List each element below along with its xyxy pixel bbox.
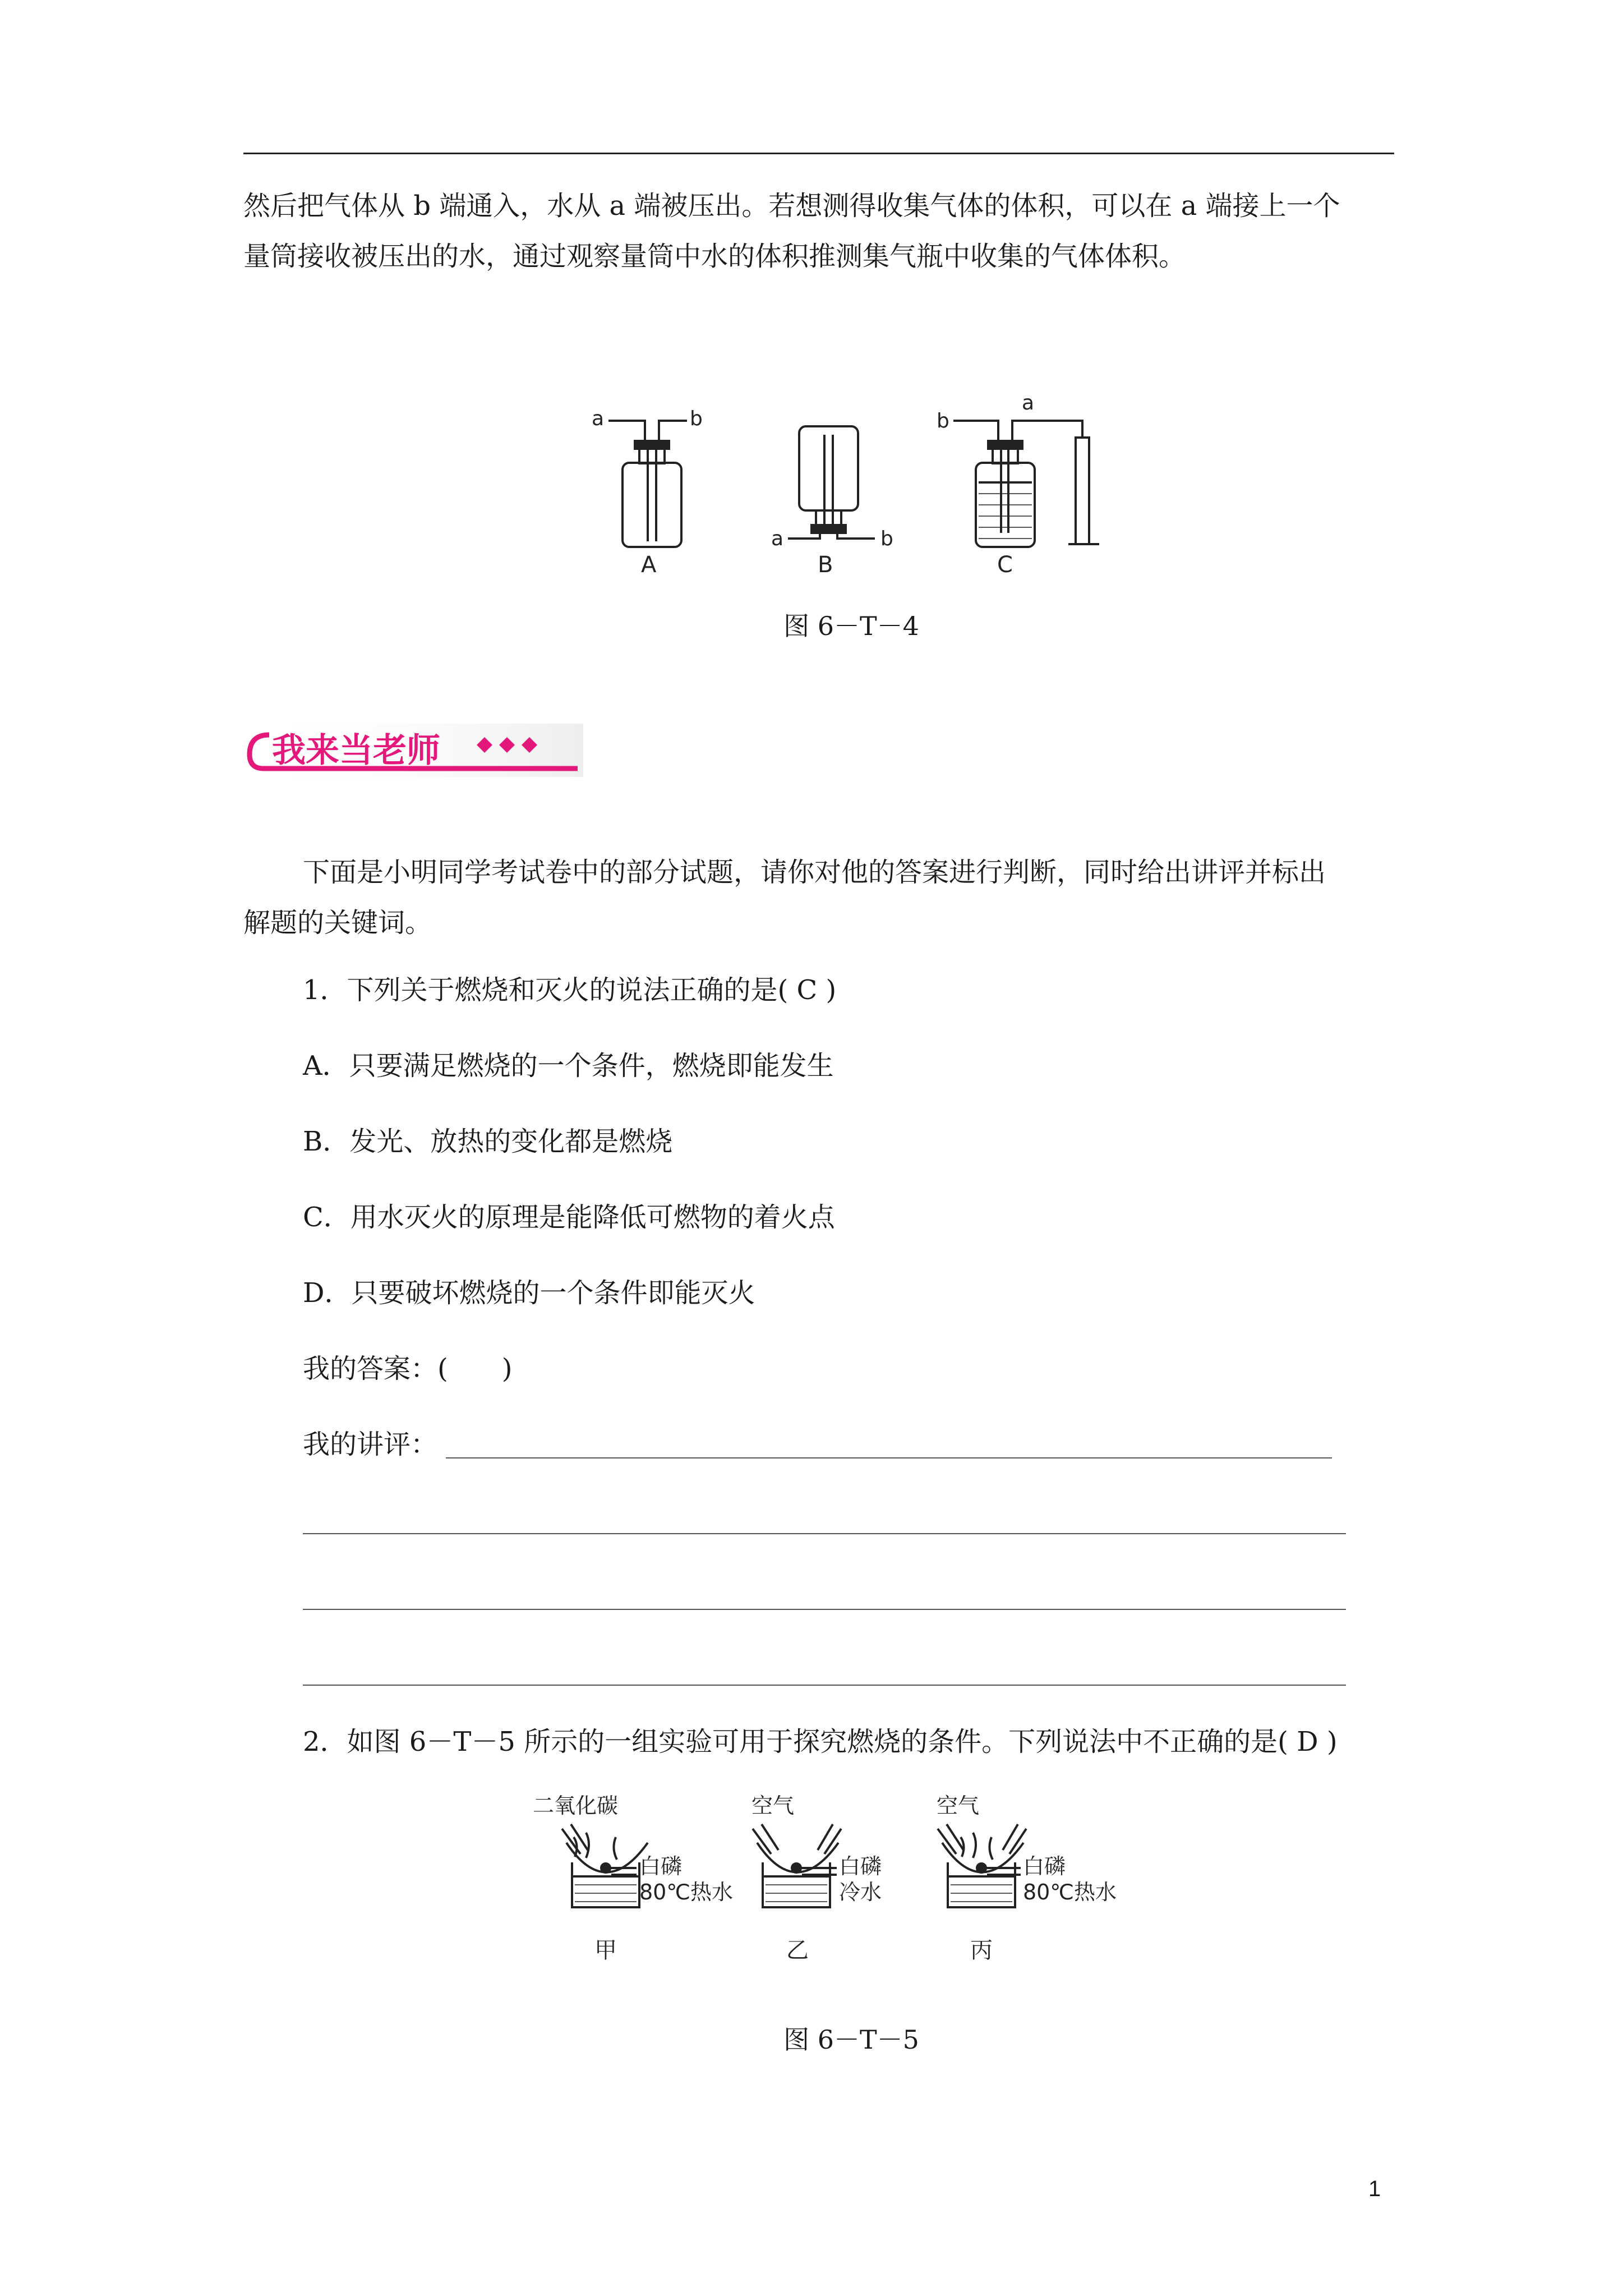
svg-text:a: a <box>592 407 605 430</box>
q1-my-comment-label: 我的讲评： <box>303 1429 438 1460</box>
header-rule <box>243 153 1394 154</box>
instruction-line-2: 解题的关键词。 <box>243 907 432 938</box>
page-number: 1 <box>1368 2177 1381 2201</box>
comment-blank-1[interactable] <box>446 1457 1332 1458</box>
svg-text:A: A <box>641 552 657 578</box>
q1-option-d: D．只要破坏燃烧的一个条件即能灭火 <box>303 1277 755 1309</box>
section-title: 我来当老师 <box>272 731 440 770</box>
figure-6-t-5 <box>527 1789 1166 1975</box>
svg-text:空气: 空气 <box>937 1793 980 1818</box>
svg-text:b: b <box>937 409 949 432</box>
svg-text:白磷: 白磷 <box>1023 1854 1066 1879</box>
figure-6-t-5-caption: 图 6－T－5 <box>783 2024 919 2055</box>
svg-text:乙: 乙 <box>786 1938 809 1963</box>
comment-blank-2[interactable] <box>303 1533 1346 1534</box>
svg-text:甲: 甲 <box>594 1938 617 1963</box>
figure-6-t-4-caption: 图 6－T－4 <box>783 611 919 641</box>
svg-text:二氧化碳: 二氧化碳 <box>533 1793 619 1818</box>
q1-option-a: A．只要满足燃烧的一个条件，燃烧即能发生 <box>303 1050 834 1082</box>
svg-text:b: b <box>880 527 893 550</box>
instruction-line-1: 下面是小明同学考试卷中的部分试题，请你对他的答案进行判断，同时给出讲评并标出 <box>303 857 1326 888</box>
svg-text:白磷: 白磷 <box>839 1854 882 1879</box>
intro-line-1: 然后把气体从 b 端通入，水从 a 端被压出。若想测得收集气体的体积，可以在 a 端接上一个 <box>243 190 1340 222</box>
svg-text:a: a <box>771 527 784 550</box>
figure-6-t-4 <box>561 393 1122 583</box>
q1-stem: 1．下列关于燃烧和灭火的说法正确的是( C ) <box>303 974 837 1006</box>
svg-text:b: b <box>690 407 703 430</box>
svg-text:a: a <box>1022 393 1035 415</box>
q1-my-answer: 我的答案：( ) <box>303 1353 513 1384</box>
svg-text:80℃热水: 80℃热水 <box>639 1880 734 1904</box>
q1-option-b: B．发光、放热的变化都是燃烧 <box>303 1126 673 1157</box>
svg-text:白磷: 白磷 <box>639 1854 683 1879</box>
q2-stem: 2．如图 6－T－5 所示的一组实验可用于探究燃烧的条件。下列说法中不正确的是( D ) <box>303 1726 1338 1757</box>
svg-text:空气: 空气 <box>751 1793 795 1818</box>
svg-text:冷水: 冷水 <box>839 1880 882 1904</box>
comment-blank-4[interactable] <box>303 1685 1346 1686</box>
svg-text:B: B <box>818 552 833 578</box>
svg-text:丙: 丙 <box>970 1938 993 1963</box>
svg-text:80℃热水: 80℃热水 <box>1023 1880 1117 1904</box>
comment-blank-3[interactable] <box>303 1609 1346 1610</box>
section-badge <box>241 712 589 785</box>
svg-text:C: C <box>997 552 1013 578</box>
intro-line-2: 量筒接收被压出的水，通过观察量筒中水的体积推测集气瓶中收集的气体体积。 <box>243 241 1186 272</box>
q1-option-c: C．用水灭火的原理是能降低可燃物的着火点 <box>303 1202 835 1233</box>
